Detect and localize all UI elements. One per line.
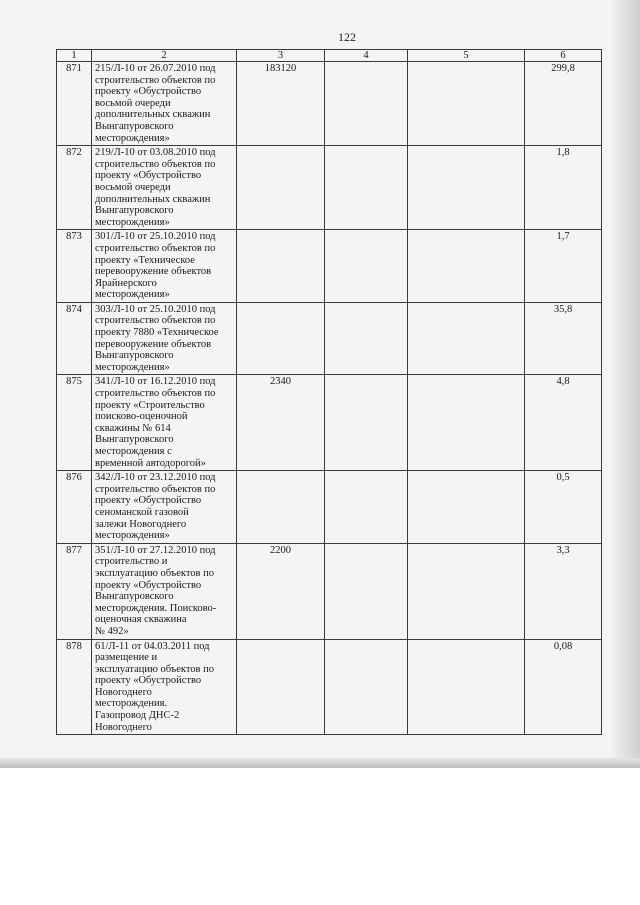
row-col4	[325, 302, 408, 375]
table-row	[57, 375, 602, 471]
header-col-6: 6	[525, 50, 602, 62]
row-number: 878	[57, 639, 92, 735]
row-number: 875	[57, 375, 92, 471]
row-description-text: 341/Л-10 от 16.12.2010 под строительство объектов по проекту «Строительство поисково-оценочной скважины № 614 Вынгапуровского месторождения с временной автодорогой»	[95, 376, 216, 469]
row-col3	[237, 230, 325, 303]
row-col5	[408, 230, 525, 303]
header-row	[57, 50, 602, 62]
row-col3: 2340	[237, 375, 325, 471]
row-col6: 0,5	[525, 471, 602, 544]
row-description	[92, 543, 237, 639]
row-number: 876	[57, 471, 92, 544]
row-number: 877	[57, 543, 92, 639]
table-row	[57, 230, 602, 303]
row-col5	[408, 62, 525, 146]
row-col5	[408, 146, 525, 230]
row-col4	[325, 62, 408, 146]
row-col3	[237, 471, 325, 544]
row-description	[92, 62, 237, 146]
row-col4	[325, 543, 408, 639]
row-col6: 3,3	[525, 543, 602, 639]
table-row	[57, 543, 602, 639]
data-table	[56, 49, 602, 735]
row-col6: 1,8	[525, 146, 602, 230]
row-col3	[237, 302, 325, 375]
header-col-2: 2	[92, 50, 237, 62]
row-col5	[408, 375, 525, 471]
header-col-3: 3	[237, 50, 325, 62]
scan-shadow-bottom	[0, 758, 640, 768]
row-col5	[408, 302, 525, 375]
table-row	[57, 62, 602, 146]
row-description	[92, 471, 237, 544]
header-col-1: 1	[57, 50, 92, 62]
row-description	[92, 146, 237, 230]
row-col4	[325, 375, 408, 471]
row-col3	[237, 146, 325, 230]
row-number: 872	[57, 146, 92, 230]
row-description-text: 303/Л-10 от 25.10.2010 под строительство объектов по проекту 7880 «Техническое перевооружение объектов Вынгапуровского месторождения»	[95, 303, 219, 373]
row-description-text: 219/Л-10 от 03.08.2010 под строительство объектов по проекту «Обустройство восьмой очереди дополнительных скважин Вынгапуровского месторождения»	[95, 147, 216, 228]
page-number: 122	[338, 30, 356, 44]
table-row	[57, 471, 602, 544]
row-description-text: 301/Л-10 от 25.10.2010 под строительство объектов по проекту «Техническое перевооружение объектов Ярайнерского месторождения»	[95, 231, 216, 301]
table-row	[57, 302, 602, 375]
row-col5	[408, 543, 525, 639]
row-description-text: 342/Л-10 от 23.12.2010 под строительство объектов по проекту «Обустройство сеноманской газовой залежи Новогоднего месторождения»	[95, 472, 216, 542]
row-number: 871	[57, 62, 92, 146]
row-col3: 2200	[237, 543, 325, 639]
row-number: 873	[57, 230, 92, 303]
scan-shadow-right	[612, 0, 640, 768]
row-description-text: 215/Л-10 от 26.07.2010 под строительство объектов по проекту «Обустройство восьмой очереди дополнительных скважин Вынгапуровского месторождения»	[95, 63, 216, 144]
row-col6: 35,8	[525, 302, 602, 375]
row-col4	[325, 146, 408, 230]
table-row	[57, 146, 602, 230]
header-col-5: 5	[408, 50, 525, 62]
row-col4	[325, 471, 408, 544]
row-number: 874	[57, 302, 92, 375]
table-row	[57, 639, 602, 735]
row-col6: 1,7	[525, 230, 602, 303]
row-col3	[237, 639, 325, 735]
row-description-text: 61/Л-11 от 04.03.2011 под размещение и эксплуатацию объектов по проекту «Обустройство Новогоднего месторождения. Газопровод ДНС-2 Новогоднего	[95, 640, 214, 733]
row-col4	[325, 230, 408, 303]
row-col6: 4,8	[525, 375, 602, 471]
row-col5	[408, 639, 525, 735]
row-col4	[325, 639, 408, 735]
row-description	[92, 375, 237, 471]
row-col3: 183120	[237, 62, 325, 146]
row-col6: 0,08	[525, 639, 602, 735]
row-col5	[408, 471, 525, 544]
row-description	[92, 230, 237, 303]
row-col6: 299,8	[525, 62, 602, 146]
row-description	[92, 639, 237, 735]
row-description	[92, 302, 237, 375]
header-col-4: 4	[325, 50, 408, 62]
row-description-text: 351/Л-10 от 27.12.2010 под строительство и эксплуатацию объектов по проекту «Обустройство Вынгапуровского месторождения. Поисково- оценочная скважина № 492»	[95, 544, 217, 637]
